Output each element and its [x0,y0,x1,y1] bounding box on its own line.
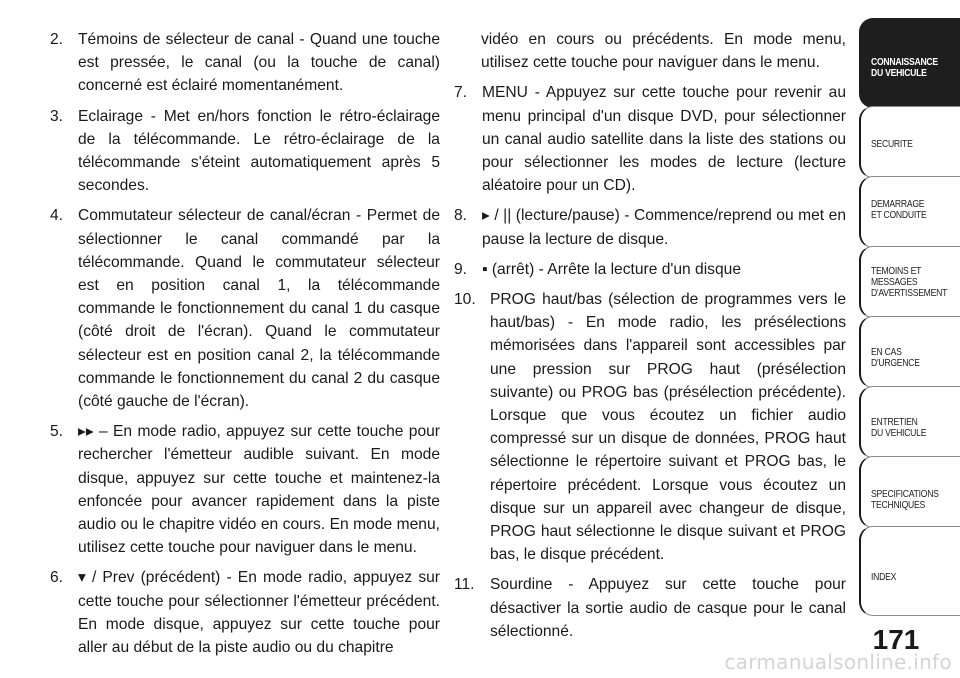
item-text: MENU - Appuyez sur cette touche pour revenir au menu principal d'un disque DVD, pour sélectionner un canal audio satellite dans la liste des stations ou pour sélectionner les modes de lecture (lecture aléatoire pour un CD). [482,84,846,195]
tab-label: EN CAS D'URGENCE [871,346,920,369]
list-item-5 [50,420,440,559]
page-number: 171 [872,624,920,655]
item-number: 11. [454,576,475,594]
list-item-9 [454,258,846,281]
tab-label: INDEX [871,571,897,583]
list-item-4 [50,204,440,413]
tab-label: CONNAISSANCE DU VEHICULE [871,56,938,79]
list-item-3 [50,105,440,198]
item-number: 6. [50,569,64,587]
chapter-sidebar [859,0,960,678]
list-item-8 [454,204,846,250]
tab-label: SPECIFICATIONS TECHNIQUES [871,488,939,511]
item-text: ▸▸ – En mode radio, appuyez sur cette touche pour rechercher l'émetteur audible suivant. En mode disque, appuyez sur cette touche et maintenez-la enfoncée pour avancer rapidement dans la piste audio ou le chapitre vidéo en cours. En mode menu, utilisez cette touche pour naviguer dans le menu. [78,423,440,557]
tab-entretien-du-vehicule[interactable] [859,386,960,458]
tab-demarrage-et-conduite[interactable] [859,176,960,248]
item-text: ▸ / || (lecture/pause) - Commence/reprend ou met en pause la lecture de disque. [482,207,846,248]
item-number: 9. [454,260,468,278]
tab-index[interactable] [859,526,960,616]
item-number: 4. [50,207,64,225]
tab-specifications-techniques[interactable] [859,456,960,528]
item-text: ▾ / Prev (précédent) - En mode radio, appuyez sur cette touche pour sélectionner l'émetteur précédent. En mode disque, appuyez sur cette touche pour aller au début de la piste audio ou du chapitre [78,569,440,657]
item-text: Commutateur sélecteur de canal/écran - Permet de sélectionner le canal commandé par la télécommande. Quand le commutateur sélecteur est en position canal 1, la télécommande commande le fonctionnement du canal 1 du casque (côté droit de l'écran). Quand le commutateur sélecteur est en position canal 2, la télécommande commande le fonctionnement du canal 2 du casque (côté gauche de l'écran). [78,207,440,411]
tab-en-cas-durgence[interactable] [859,316,960,388]
item-number: 3. [50,107,64,125]
right-column [454,28,846,650]
item-text: PROG haut/bas (sélection de programmes vers le haut/bas) - En mode radio, les présélections mémorisées dans l'appareil sont accessibles par une pression sur PROG haut (présélection suivante) ou PROG bas (présélection précédente). Lorsque que vous écoutez un fichier audio compressé sur un disque de données, PROG haut sélectionne le répertoire suivant et PROG bas, le répertoire précédent. Lorsque vous écoutez un disque sur un appareil avec changeur de disque, PROG haut sélectionne le disque suivant et PROG bas, le disque précédent. [490,291,846,564]
item-number: 5. [50,423,64,441]
tab-label: ENTRETIEN DU VEHICULE [871,416,927,439]
list-item-6-continuation: vidéo en cours ou précédents. En mode menu, utilisez cette touche pour naviguer dans le menu. [481,31,846,72]
tab-connaissance-du-vehicule[interactable] [859,18,960,108]
item-text: Eclairage - Met en/hors fonction le rétro-éclairage de la télécommande. Le rétro-éclairage de la télécommande s'éteint automatiquement après 5 secondes. [78,107,440,195]
item-text: Sourdine - Appuyez sur cette touche pour désactiver la sortie audio de casque pour le canal sélectionné. [490,576,846,640]
left-column [50,28,440,666]
list-item-11 [454,573,846,643]
tab-securite[interactable] [859,106,960,178]
item-number: 7. [454,84,468,102]
list-item-7 [454,81,846,197]
list-item-6 [50,566,440,659]
tab-temoins-et-messages[interactable] [859,246,960,318]
list-item-2 [50,28,440,98]
item-text: ▪ (arrêt) - Arrête la lecture d'un disque [482,260,741,278]
item-number: 10. [454,291,476,309]
list-item-10 [454,288,846,566]
item-text: Témoins de sélecteur de canal - Quand une touche est pressée, le canal (ou la touche de canal) concerné est éclairé momentanément. [78,31,440,95]
tab-label: TEMOINS ET MESSAGES D'AVERTISSEMENT [871,265,948,299]
item-number: 8. [454,207,468,225]
tab-label: SECURITE [871,138,913,150]
tab-label: DEMARRAGE ET CONDUITE [871,198,927,221]
watermark: carmanualsonline.info [724,650,952,674]
item-number: 2. [50,31,64,48]
